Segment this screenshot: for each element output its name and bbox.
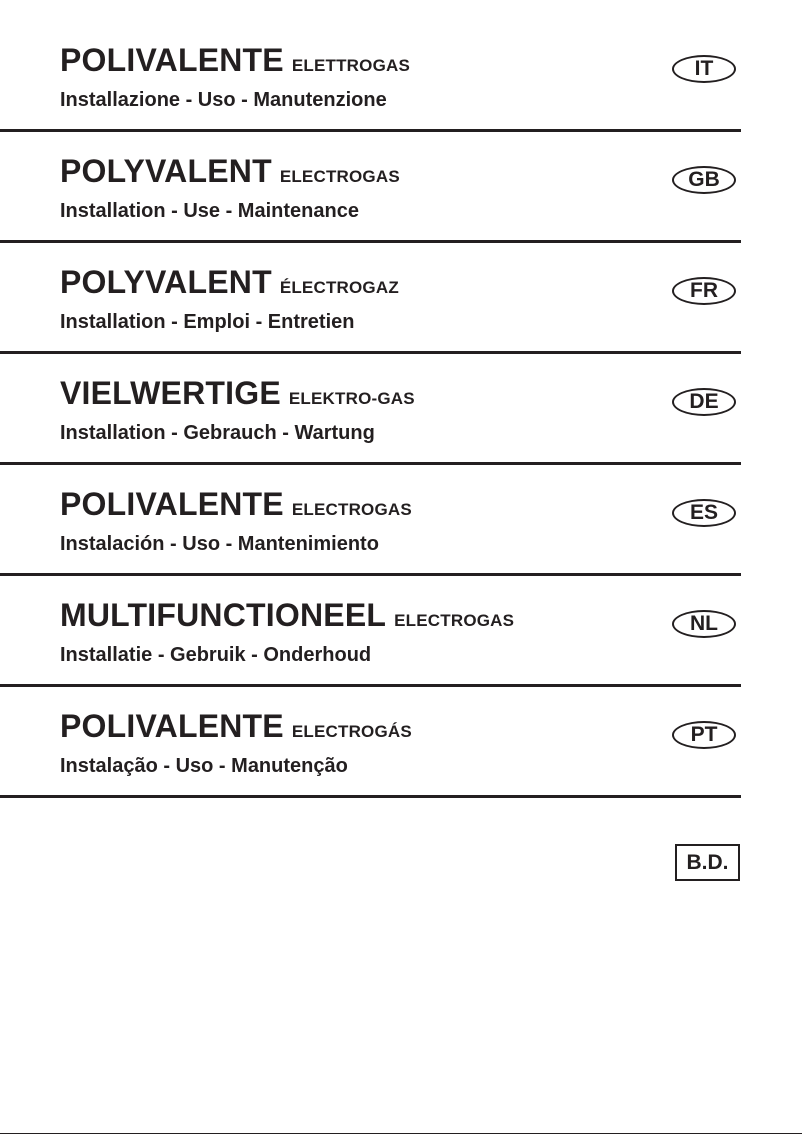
- document-code-box: B.D.: [675, 844, 740, 881]
- section-description: Installazione - Uso - Manutenzione: [60, 89, 387, 111]
- product-subtitle: ELECTROGAS: [279, 167, 400, 186]
- product-subtitle: ELEKTRO-GAS: [288, 389, 415, 408]
- product-subtitle: ELECTROGAS: [291, 500, 412, 519]
- language-badge-es: ES: [672, 499, 736, 527]
- section-title-line: [60, 377, 415, 409]
- language-badge-fr: FR: [672, 277, 736, 305]
- section-pt: [0, 666, 802, 777]
- section-de: [0, 333, 802, 444]
- language-badge-de: DE: [672, 388, 736, 416]
- section-description: Installatie - Gebruik - Onderhoud: [60, 644, 372, 666]
- section-description: Installation - Gebrauch - Wartung: [60, 422, 375, 444]
- section-fr: [0, 222, 802, 333]
- section-nl: [0, 555, 802, 666]
- section-description: Instalación - Uso - Mantenimiento: [60, 533, 379, 555]
- section-description: Installation - Emploi - Entretien: [60, 311, 355, 333]
- product-subtitle: ELETTROGAS: [291, 56, 411, 75]
- section-title-line: [60, 599, 514, 631]
- section-it: [0, 0, 802, 111]
- product-title: POLIVALENTE: [60, 42, 284, 78]
- language-badge-nl: NL: [672, 610, 736, 638]
- product-title: MULTIFUNCTIONEEL: [60, 597, 387, 633]
- section-title-line: [60, 155, 400, 187]
- section-divider: [0, 795, 741, 798]
- product-title: POLIVALENTE: [60, 486, 284, 522]
- product-subtitle: ELECTROGAS: [394, 611, 515, 630]
- section-description: Installation - Use - Maintenance: [60, 200, 359, 222]
- language-badge-it: IT: [672, 55, 736, 83]
- section-description: Instalação - Uso - Manutenção: [60, 755, 348, 777]
- language-badge-pt: PT: [672, 721, 736, 749]
- section-title-line: [60, 710, 412, 742]
- product-title: VIELWERTIGE: [60, 375, 281, 411]
- product-subtitle: ELECTROGÁS: [291, 722, 412, 741]
- section-title-line: [60, 44, 410, 76]
- product-title: POLYVALENT: [60, 153, 272, 189]
- product-title: POLIVALENTE: [60, 708, 284, 744]
- product-subtitle: ÉLECTROGAZ: [279, 278, 399, 297]
- bottom-rule: [0, 1133, 802, 1134]
- product-title: POLYVALENT: [60, 264, 272, 300]
- language-badge-gb: GB: [672, 166, 736, 194]
- section-title-line: [60, 266, 399, 298]
- section-title-line: [60, 488, 412, 520]
- section-es: [0, 444, 802, 555]
- section-gb: [0, 111, 802, 222]
